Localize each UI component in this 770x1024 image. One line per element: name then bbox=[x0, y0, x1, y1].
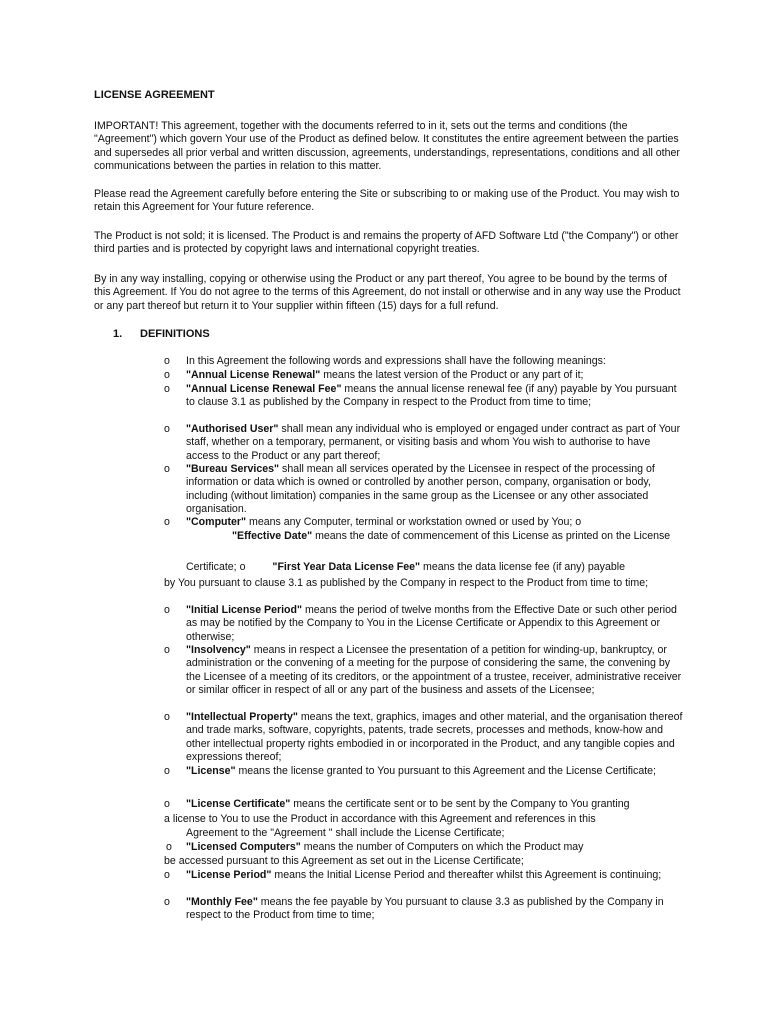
definition-monthly-fee bbox=[186, 896, 686, 923]
definition-term: "License" bbox=[186, 765, 236, 777]
list-bullet: o bbox=[164, 896, 170, 908]
definition-continuation bbox=[164, 577, 686, 590]
definition-continuation bbox=[164, 813, 686, 826]
definition-term: "First Year Data License Fee" bbox=[272, 561, 421, 573]
list-bullet: o bbox=[164, 765, 170, 777]
definition-text: means the text, graphics, images and other material, and the organisation thereof and trade marks, software, copyrights, patents, trade secrets, processes and methods, know-how and other intellectual property rights embodied in or incorporated in the Product, and any tangible copies and expressions thereof; bbox=[186, 711, 683, 764]
definition-text: In this Agreement the following words and expressions shall have the following meanings: bbox=[186, 355, 606, 367]
definition-license bbox=[186, 765, 686, 778]
definition-annual-license-renewal-fee bbox=[186, 383, 686, 410]
definition-term: "License Certificate" bbox=[186, 798, 291, 810]
definition-text: means the latest version of the Product or any part of it; bbox=[320, 369, 584, 381]
definition-term: "Effective Date" bbox=[232, 530, 313, 542]
list-bullet: o bbox=[164, 423, 170, 435]
list-bullet: o bbox=[164, 604, 170, 616]
definition-bureau-services bbox=[186, 463, 686, 517]
list-bullet: o bbox=[164, 355, 170, 367]
definition-term: "Annual License Renewal Fee" bbox=[186, 383, 342, 395]
definition-insolvency bbox=[186, 644, 686, 698]
definition-term: "Monthly Fee" bbox=[186, 896, 258, 908]
list-bullet: o bbox=[164, 369, 170, 381]
definition-term: "Insolvency" bbox=[186, 644, 251, 656]
definition-continuation bbox=[186, 827, 686, 840]
definition-computer bbox=[186, 516, 686, 529]
definition-text: means the number of Computers on which the Product may bbox=[300, 841, 584, 853]
list-bullet: o bbox=[164, 869, 170, 881]
definition-authorised-user bbox=[186, 423, 686, 463]
definition-text: means in respect a Licensee the presentation of a petition for winding-up, bankruptcy, or administration or the convening of a meeting for the purpose of considering the same, the convening by the Licensee of a meeting of its creditors, or the appointment of a trustee, receiver, administrative receiver or similar officer in respect of all or any part of the business and assets of the Licensee; bbox=[186, 644, 682, 697]
definition-license-period bbox=[186, 869, 686, 882]
definition-text: means the data license fee (if any) payable bbox=[420, 561, 625, 573]
paragraph-not-sold: The Product is not sold; it is licensed. The Product is and remains the property of AFD Software Ltd ("the Company") or other third parties and is protected by copyright laws and international copyright treaties. bbox=[94, 230, 679, 256]
definition-text: means any Computer, terminal or workstation owned or used by You; o bbox=[246, 516, 582, 528]
definition-licensed-computers bbox=[186, 841, 686, 854]
definition-term: "Initial License Period" bbox=[186, 604, 303, 616]
definition-term: "Annual License Renewal" bbox=[186, 369, 321, 381]
definition-term: "Intellectual Property" bbox=[186, 711, 298, 723]
definition-text: Agreement to the "Agreement " shall include the License Certificate; bbox=[186, 827, 505, 839]
list-bullet: o bbox=[164, 516, 170, 528]
definition-term: "Authorised User" bbox=[186, 423, 279, 435]
section-number: 1. bbox=[113, 328, 123, 340]
definition-text: means the Initial License Period and thereafter whilst this Agreement is continuing; bbox=[271, 869, 662, 881]
definition-intellectual-property bbox=[186, 711, 686, 765]
list-bullet: o bbox=[164, 463, 170, 475]
definition-initial-license-period bbox=[186, 604, 686, 644]
paragraph-read-carefully: Please read the Agreement carefully before entering the Site or subscribing to or making use of the Product. You may wish to retain this Agreement for Your future reference. bbox=[94, 188, 680, 214]
section-title: DEFINITIONS bbox=[140, 328, 210, 340]
definition-text: shall mean any individual who is employed or engaged under contract as part of Your staff, whether on a temporary, permanent, or visiting basis and whom You wish to authorise to have access to the Product or any part thereof; bbox=[186, 423, 681, 462]
definition-text: means the annual license renewal fee (if any) payable by You pursuant to clause 3.1 as published by the Company in respect to the Product from time to time; bbox=[186, 383, 677, 409]
definition-term: "Computer" bbox=[186, 516, 247, 528]
list-bullet: o bbox=[164, 644, 170, 656]
definition-continuation bbox=[164, 855, 686, 868]
definition-text: shall mean all services operated by the Licensee in respect of the processing of information or data which is owned or controlled by another person, company, organisation or body, including (without limitation) companies in the same group as the Licensee or any other associated organisation. bbox=[186, 463, 655, 516]
document-title: LICENSE AGREEMENT bbox=[94, 89, 215, 101]
definition-effective-date bbox=[186, 530, 686, 543]
paragraph-important: IMPORTANT! This agreement, together with the documents referred to in it, sets out the terms and conditions (the "Agreement") which govern Your use of the Product as defined below. It constitutes the entire agreement between the parties and supersedes all prior verbal and written discussion, agreements, understandings, representations, conditions and all other communications between the parties in relation to this matter. bbox=[94, 120, 680, 173]
definition-text: be accessed pursuant to this Agreement as set out in the License Certificate; bbox=[164, 855, 524, 867]
list-bullet: o bbox=[164, 798, 170, 810]
definition-annual-license-renewal bbox=[186, 369, 686, 382]
list-bullet: o bbox=[164, 383, 170, 395]
definition-text: means the period of twelve months from the Effective Date or such other period as may be notified by the Company to You in the License Certificate or Appendix to this Agreement or otherwise; bbox=[186, 604, 677, 643]
list-bullet: o bbox=[166, 841, 172, 853]
definition-term: "License Period" bbox=[186, 869, 272, 881]
definition-text: means the certificate sent or to be sent by the Company to You granting bbox=[290, 798, 630, 810]
definition-text: a license to You to use the Product in accordance with this Agreement and references in this bbox=[164, 813, 596, 825]
definition-text: means the date of commencement of this License as printed on the License bbox=[312, 530, 671, 542]
definition-text: means the license granted to You pursuant to this Agreement and the License Certificate; bbox=[235, 765, 656, 777]
definition-intro bbox=[186, 355, 686, 368]
definition-text: by You pursuant to clause 3.1 as published by the Company in respect to the Product from time to time; bbox=[164, 577, 649, 589]
definition-first-year-data-license-fee bbox=[186, 561, 686, 574]
definition-text: means the fee payable by You pursuant to clause 3.3 as published by the Company in respect to the Product from time to time; bbox=[186, 896, 664, 922]
paragraph-agree-bound: By in any way installing, copying or otherwise using the Product or any part thereof, You agree to be bound by the terms of this Agreement. If You do not agree to the terms of this Agreement, do not install or otherwise and in any way use the Product or any part thereof but return it to Your supplier within fifteen (15) days for a full refund. bbox=[94, 273, 681, 312]
definition-license-certificate bbox=[186, 798, 686, 811]
definition-lead: Certificate; o bbox=[186, 561, 246, 573]
list-bullet: o bbox=[164, 711, 170, 723]
definition-term: "Licensed Computers" bbox=[186, 841, 301, 853]
definition-term: "Bureau Services" bbox=[186, 463, 280, 475]
